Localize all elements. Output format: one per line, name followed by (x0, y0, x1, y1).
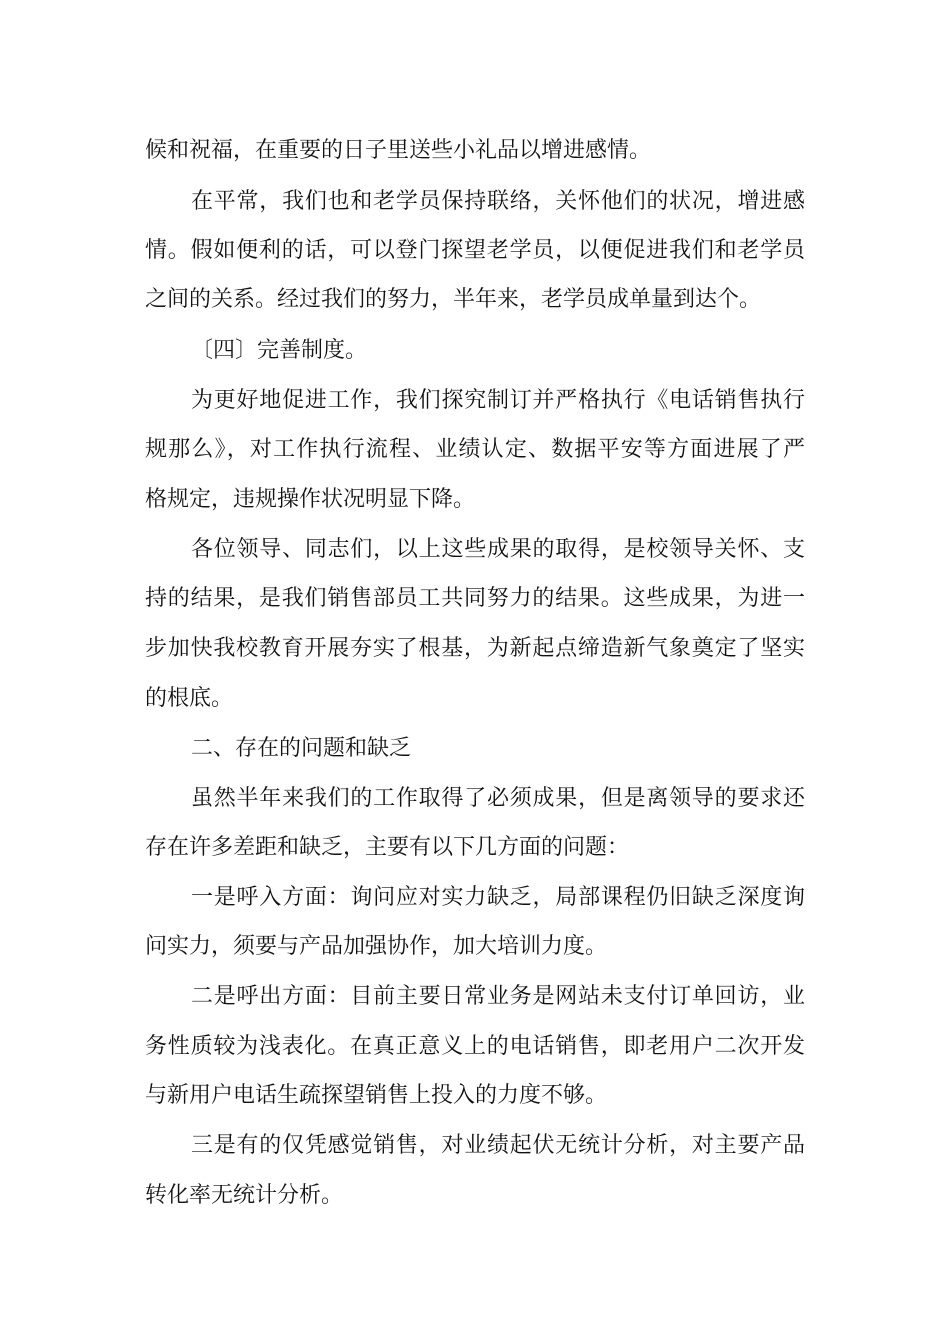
paragraph-first-line: 二是呼出方面：目前主要日常业务是网站未支付订单回访，业 (191, 984, 805, 1009)
section-heading: 二、存在的问题和缺乏 (191, 736, 412, 761)
paragraph-first-line: 一是呼入方面：询问应对实力缺乏，局部课程仍旧缺乏深度询 (191, 885, 805, 910)
paragraph-first-line: 虽然半年来我们的工作取得了必须成果，但是离领导的要求还 (191, 786, 805, 811)
paragraph-first-line: 三是有的仅凭感觉销售，对业绩起伏无统计分析，对主要产品 (191, 1133, 805, 1158)
text-line: 格规定，违规操作状况明显下降。 (145, 487, 476, 512)
text-line: 候和祝福，在重要的日子里送些小礼品以增进感情。 (145, 138, 652, 163)
section-heading: 〔四〕完善制度。 (191, 338, 368, 363)
text-line: 之间的关系。经过我们的努力，半年来，老学员成单量到达个。 (145, 287, 762, 312)
text-line: 转化率无统计分析。 (145, 1183, 344, 1208)
text-line: 问实力，须要与产品加强协作，加大培训力度。 (145, 934, 608, 959)
text-line: 情。假如便利的话，可以登门探望老学员，以便促进我们和老学员 (145, 238, 805, 263)
paragraph-first-line: 各位领导、同志们，以上这些成果的取得，是校领导关怀、支 (191, 537, 805, 562)
paragraph-first-line: 在平常，我们也和老学员保持联络，关怀他们的状况，增进感 (191, 189, 805, 214)
text-line: 与新用户电话生疏探望销售上投入的力度不够。 (145, 1083, 608, 1108)
paragraph-first-line: 为更好地促进工作，我们探究制订并严格执行《电话销售执行 (191, 388, 805, 413)
text-line: 存在许多差距和缺乏，主要有以下几方面的问题： (145, 835, 630, 860)
text-line: 持的结果，是我们销售部员工共同努力的结果。这些成果，为进一 (145, 586, 805, 611)
text-line: 务性质较为浅表化。在真正意义上的电话销售，即老用户二次开发 (145, 1034, 805, 1059)
text-line: 规那么》，对工作执行流程、业绩认定、数据平安等方面进展了严 (145, 437, 805, 462)
text-line: 的根底。 (145, 686, 234, 711)
text-line: 步加快我校教育开展夯实了根基，为新起点缔造新气象奠定了坚实 (145, 636, 805, 661)
